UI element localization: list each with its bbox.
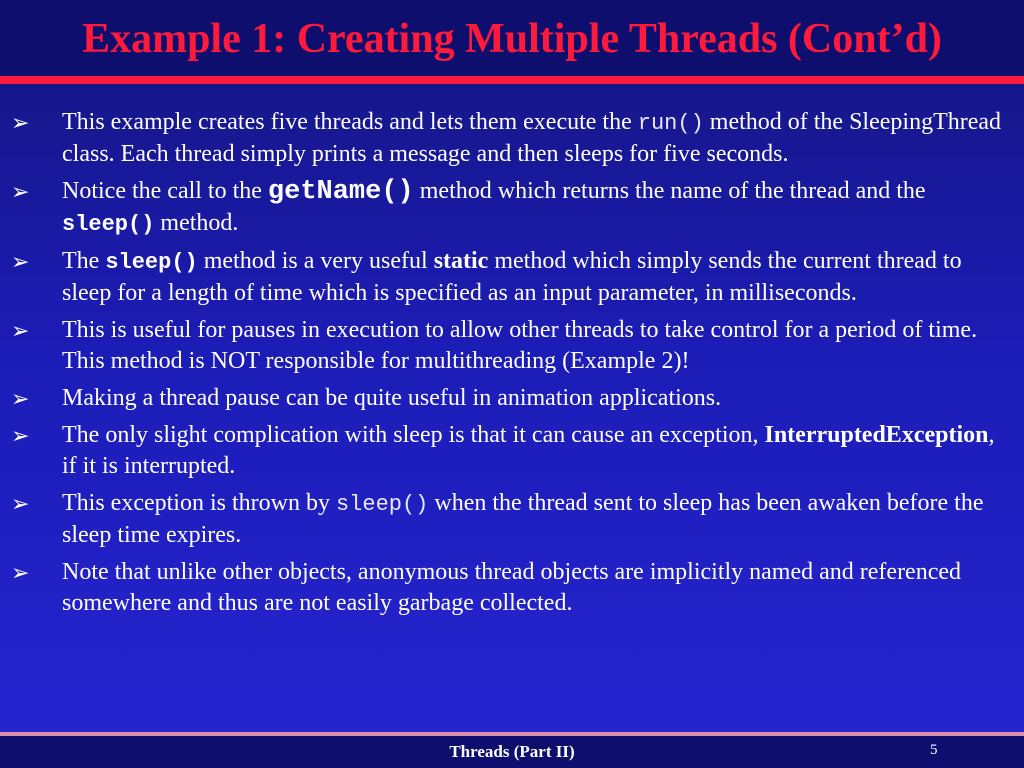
- bullet-text: when the thread sent to sleep has been awaken before the sleep time expires.: [62, 490, 984, 548]
- bullet-text: method is a very useful: [197, 248, 434, 274]
- bullet-text: method which returns the name of the thread and the: [413, 178, 926, 204]
- bullet-text: Notice the call to the: [62, 178, 268, 204]
- arrow-bullet-icon: ➢: [11, 560, 30, 585]
- bullet-text: method.: [154, 210, 239, 236]
- arrow-bullet-icon: ➢: [11, 318, 30, 343]
- code-sleep: sleep(): [335, 492, 429, 517]
- bullet-item-8: [0, 557, 1024, 619]
- bullet-text: This is useful for pauses in execution to allow other threads to take control for a period of time. This method is NOT responsible for multithreading (Example 2)!: [62, 317, 978, 374]
- arrow-bullet-icon: ➢: [11, 179, 30, 204]
- code-getname: getName(): [267, 177, 414, 207]
- bullet-item-2: [0, 176, 1024, 240]
- bullet-text: The: [62, 248, 106, 274]
- arrow-bullet-icon: ➢: [11, 110, 30, 135]
- bullet-item-1: [0, 107, 1024, 170]
- bold-static: static: [433, 248, 489, 274]
- bullet-text: Making a thread pause can be quite useful in animation applications.: [62, 385, 722, 411]
- code-sleep: sleep(): [105, 250, 198, 275]
- code-sleep: sleep(): [62, 212, 155, 237]
- bold-interruptedexception: InterruptedException: [764, 422, 989, 448]
- bullet-item-5: [0, 383, 1024, 414]
- bullet-text: method of the SleepingThread class. Each thread simply prints a message and then sleeps for five seconds.: [62, 109, 1002, 167]
- arrow-bullet-icon: ➢: [11, 249, 30, 274]
- bullet-text: This exception is thrown by: [62, 490, 336, 516]
- bullet-text: The only slight complication with sleep is that it can cause an exception,: [62, 422, 765, 448]
- bullet-text: , if it is interrupted.: [62, 422, 995, 479]
- arrow-bullet-icon: ➢: [11, 491, 30, 516]
- title-divider: [0, 76, 1024, 84]
- bullet-item-7: [0, 488, 1024, 551]
- arrow-bullet-icon: ➢: [11, 386, 30, 411]
- bullet-item-3: [0, 246, 1024, 309]
- footer-title: Threads (Part II): [449, 742, 575, 761]
- bullet-text: method which simply sends the current thread to sleep for a length of time which is specified as an input parameter, in milliseconds.: [62, 248, 962, 306]
- code-run: run(): [637, 111, 704, 136]
- bullet-item-6: [0, 420, 1024, 482]
- arrow-bullet-icon: ➢: [11, 423, 30, 448]
- bullet-text: Note that unlike other objects, anonymous thread objects are implicitly named and referenced somewhere and thus are not easily garbage collected.: [62, 559, 962, 616]
- bullet-item-4: [0, 315, 1024, 377]
- page-number: 5: [930, 742, 938, 758]
- bullet-text: This example creates five threads and lets them execute the: [62, 109, 638, 135]
- slide-title: Example 1: Creating Multiple Threads (Cont’d): [82, 16, 942, 62]
- bullet-list: [0, 107, 1024, 625]
